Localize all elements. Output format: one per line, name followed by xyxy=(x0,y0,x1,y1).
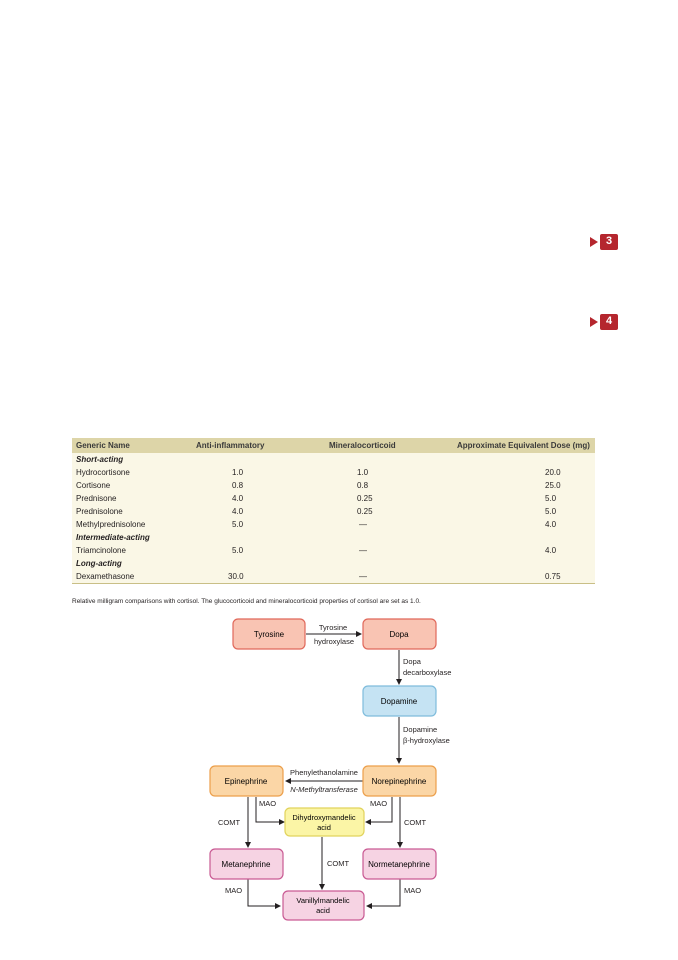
table-caption: Relative milligram comparisons with cortisol. The glucocorticoid and mineralocorticoid properties of cortisol are set as 1.0. xyxy=(72,598,421,605)
group-label: Long-acting xyxy=(76,559,122,568)
cell-mineral: 0.8 xyxy=(357,481,369,490)
enzyme-comt: COMT xyxy=(404,818,427,827)
marker-number: 3 xyxy=(605,235,613,247)
node-label: Dopamine xyxy=(380,697,418,706)
enzyme-mao: MAO xyxy=(404,886,422,895)
header-mineralocorticoid: Mineralocorticoid xyxy=(329,441,396,450)
cell-name: Dexamethasone xyxy=(72,570,192,584)
node-dihydroxymandelic-acid xyxy=(285,808,364,836)
cell-anti: 5.0 xyxy=(232,546,244,555)
enzyme-dopamine-beta-hydroxylase: β-hydroxylase xyxy=(403,736,450,745)
cell-mineral: — xyxy=(359,546,367,555)
cell-name: Prednisone xyxy=(76,494,117,503)
group-label: Intermediate-acting xyxy=(76,533,150,542)
cell-anti: 1.0 xyxy=(232,468,244,477)
cell-name: Cortisone xyxy=(76,481,111,490)
node-label: Dihydroxymandelic xyxy=(292,813,356,822)
cell-mineral: 1.0 xyxy=(357,468,369,477)
enzyme-tyrosine-hydroxylase: Tyrosine xyxy=(318,623,348,632)
marker-number: 4 xyxy=(605,315,613,327)
node-vanillylmandelic-acid xyxy=(283,891,364,920)
node-label: acid xyxy=(316,906,330,915)
node-label: Metanephrine xyxy=(221,860,271,869)
node-label: Norepinephrine xyxy=(371,777,427,786)
cell-name: Prednisolone xyxy=(76,507,123,516)
cell-dose: 4.0 xyxy=(545,520,557,529)
enzyme-pnmt: N-Methyltransferase xyxy=(290,785,358,794)
cell-dose: 25.0 xyxy=(545,481,561,490)
node-normetanephrine xyxy=(363,849,436,879)
cell-anti: 4.0 xyxy=(232,507,244,516)
header-generic-name: Generic Name xyxy=(76,441,130,450)
cell-anti: 4.0 xyxy=(232,494,244,503)
node-norepinephrine xyxy=(363,766,436,796)
cell-mineral: 0.25 xyxy=(357,507,373,516)
enzyme-pnmt: Phenylethanolamine xyxy=(290,768,358,777)
enzyme-comt: COMT xyxy=(218,818,241,827)
group-label: Short-acting xyxy=(76,455,124,464)
cell-mineral: — xyxy=(359,520,367,529)
cell-name: Triamcinolone xyxy=(76,546,126,555)
enzyme-comt: COMT xyxy=(327,859,350,868)
node-label: Tyrosine xyxy=(253,630,285,639)
cell-anti: 5.0 xyxy=(232,520,244,529)
cell-dose: 0.75 xyxy=(453,570,595,584)
cell-name: Methylprednisolone xyxy=(76,520,146,529)
enzyme-mao: MAO xyxy=(370,799,388,808)
cell-dose: 20.0 xyxy=(545,468,561,477)
header-equivalent-dose: Approximate Equivalent Dose (mg) xyxy=(457,441,590,450)
node-label: Vanillylmandelic xyxy=(296,896,350,905)
enzyme-mao: MAO xyxy=(225,886,243,895)
node-dopa xyxy=(363,619,436,649)
cell-anti: 30.0 xyxy=(192,570,325,584)
enzyme-tyrosine-hydroxylase: hydroxylase xyxy=(313,637,355,646)
cell-mineral: — xyxy=(325,570,453,584)
node-label: acid xyxy=(317,823,331,832)
cell-name: Hydrocortisone xyxy=(76,468,130,477)
node-metanephrine xyxy=(210,849,283,879)
node-dopamine xyxy=(363,686,436,716)
enzyme-dopa-decarboxylase: decarboxylase xyxy=(403,668,452,677)
enzyme-dopamine-beta-hydroxylase: Dopamine xyxy=(403,725,438,734)
header-anti-inflammatory: Anti-inflammatory xyxy=(196,441,265,450)
cell-anti: 0.8 xyxy=(232,481,244,490)
enzyme-dopa-decarboxylase: Dopa xyxy=(403,657,421,666)
cell-dose: 5.0 xyxy=(545,507,557,516)
cell-dose: 4.0 xyxy=(545,546,557,555)
node-label: Normetanephrine xyxy=(368,860,430,869)
node-epinephrine xyxy=(210,766,283,796)
enzyme-mao: MAO xyxy=(259,799,277,808)
cell-mineral: 0.25 xyxy=(357,494,373,503)
node-tyrosine xyxy=(233,619,305,649)
node-label: Epinephrine xyxy=(224,777,268,786)
cell-dose: 5.0 xyxy=(545,494,557,503)
node-label: Dopa xyxy=(389,630,409,639)
